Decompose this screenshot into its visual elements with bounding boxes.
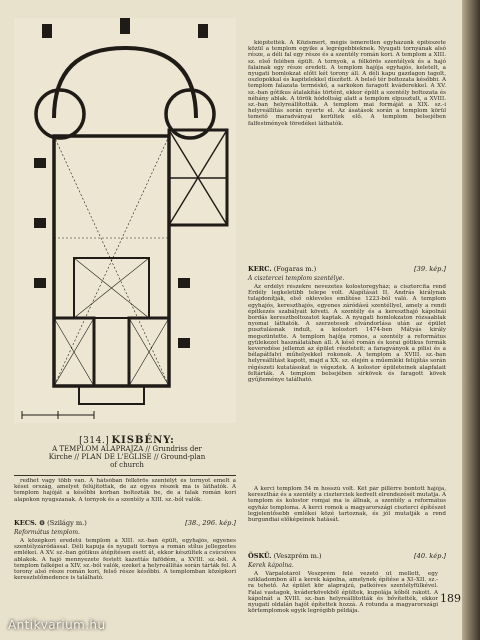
entry-subtitle: A cisztercei templom szentélye. [248, 275, 345, 282]
entry-county: (Szilágy m.) [47, 519, 87, 527]
paragraph: A kerci templom 54 m hosszú volt. Két pár pillérre bontott hajója, keresztház és a szentély a ciszterciek kedvelt elrendezését mutatja. A templom és kolostor romjai ma is állnak, a szentély a református egyház temploma. A kerci romok a magyarországi ciszterci építészet legjelentősebb emlékei közé tartoznak, és jól mutatják a rend burgundiai előképeinek hatását. [248, 486, 446, 524]
paragraph: Az erdélyi részekre nevezetes kolostoregyház; a cisztercita rend Erdély legkeletibb telepe volt. Alapítását II. András királynak tulajdonítják, első okleveles említése 1223-ból való. A templom egyhajós, kereszthajós, egyenes záródású szentéllyel, amely a rendi építkezés szabályait követi. A szentély és a kereszthajó kápolnái bordás keresztboltozatot kaptak. A nyugati homlokzaton rózsaablak nyomai láthatók. A szerzetesek elvándorlása után az épület pusztulásnak indult, a kolostort 1474-ben Mátyás király megszüntette. A templom hajója romos, a szentély a református gyülekezet használatában áll. A késő román és korai gótikus formák keveredése jellemzi az épület részleteit; a faragványok a pilisi és a bélapátfalvi műhelyekkel rokonok. A templom a XVIII. sz.-ban helyreállítást kapott, majd a XX. sz. elején a műemléki felújítás során régészeti kutatásokat is végeztek. A kolostor épületeinek alapfalait feltárták. A templom belsejében sírkövek és faragott kövek gyűjteménye található. [248, 284, 446, 384]
caption-line: Kirche // PLAN DE L'EGLISE // Ground-plan [48, 453, 206, 461]
entry-heading-osku [248, 552, 446, 560]
entry-ref: [39. kép.] [414, 265, 446, 273]
entry-name: ÖSKÜ. [248, 552, 272, 560]
entry-name: KECS. ⚙ [14, 519, 46, 527]
church-ground-plan [14, 18, 236, 423]
entry-heading-kecs [14, 519, 236, 527]
figure-caption [16, 437, 238, 469]
text-column-right-top [248, 40, 446, 262]
text-column-right-mid [248, 486, 446, 554]
figure-id: [314.] [79, 436, 110, 446]
entry-ref: [38., 296. kép.] [185, 519, 236, 527]
text-column-kecs [14, 538, 236, 616]
divider [14, 475, 236, 476]
caption-line: A TEMPLOM ALAPRAJZA // Grundriss der [52, 445, 202, 453]
entry-county: (Fogaras m.) [273, 265, 317, 273]
entry-heading-kerc [248, 265, 446, 273]
page-number: 189 [440, 592, 461, 605]
figure-title: KISBÉNY: [111, 435, 175, 446]
paragraph: kiépítették. A Közismert, mégis ismeretlen egyházunk építészete közül a templom egyike a legrégebbieknek. Nyugati tornyának alsó része, a déli fal egy része és a szentély román kori. A templom a XIII. sz. első felében épült. A tornyok, a félkörös szentélyek és a hajó falainak egy része eredeti. A templom hajója egyhajós, keletelt, a nyugati homlokzat előtt két torony áll. A déli kapu gazdagon tagolt, oszlopokkal és kapitelekkel díszített. A belső tér boltozata későbbi. A templom falazata terméskő, a sarkokon faragott kváderekkel. A XV. sz.-ban gótikus átalakítás történt, ekkor épült a szentély boltozata és néhány ablak. A török hódoltság alatt a templom elpusztult, a XVIII. sz.-ban helyreállították. A templom mai formáját a XIX. sz.-i helyreállítás során nyerte el. Az ásatások során a templom körül temető maradványai kerültek elő. A templom belsejében falfestmények töredékei láthatók. [248, 40, 446, 127]
entry-county: (Veszprém m.) [273, 552, 322, 560]
watermark: Antikvarium.hu [8, 618, 106, 632]
entry-subtitle: Kerek kápolna. [248, 562, 294, 569]
entry-name: KERC. [248, 265, 272, 273]
page-edge [462, 0, 480, 640]
paragraph: A Várpalotáról Veszprém felé vezető út mellett, egy szikladombon áll a kerek kápolna, amelynek építése a XI–XII. sz.-ra tehető. Az épület kör alaprajzú, patkóíves szentélyfülkével. Falai vastagok, kváderkövekből épültek, kupolája kőből rakott. A kápolnát a XVIII. sz.-ban helyreállították és bővítették, ekkor nyugati oldalán hajót építettek hozzá. A rotunda a magyarországi körtemplomok egyik legrégibb példája. [248, 571, 438, 615]
text-column-left-lower [14, 478, 236, 518]
caption-line: of church [110, 461, 144, 469]
text-column-kerc [248, 284, 446, 484]
text-column-osku [248, 571, 438, 627]
entry-ref: [40. kép.] [414, 552, 446, 560]
paragraph: redhet vagy több van. A hátsóban félkörös szentélyt és tornyot emelt a kései ország, amelyet felújítottak, de az egyes részek ma is láthatók. A templom hajóját a későbbi korban boltozták be, de a falak román kori alapokon nyugszanak. A tornyok és a szentély a XIII. sz.-ból valók. [14, 478, 236, 503]
paragraph: A középkori eredetű templom a XIII. sz.-ban épült, egyhajós, egyenes szentélyzáródással. Déli kapuja és nyugati tornya a román stílus jellegzetes emlékei. A XV. sz.-ban gótikus átépítésen esett át, ekkor készültek a csúcsíves ablakok. A hajó mennyezete festett kazettás fafödém, a XVIII. sz.-ból. A templom falképei a XIV. sz.-ból valók, ezeket a helyreállítás során tárták fel. A torony alsó része román kori, felső része későbbi. A templomban középkori keresztelőmedence is található. [14, 538, 236, 582]
entry-subtitle: Református templom. [14, 529, 80, 536]
